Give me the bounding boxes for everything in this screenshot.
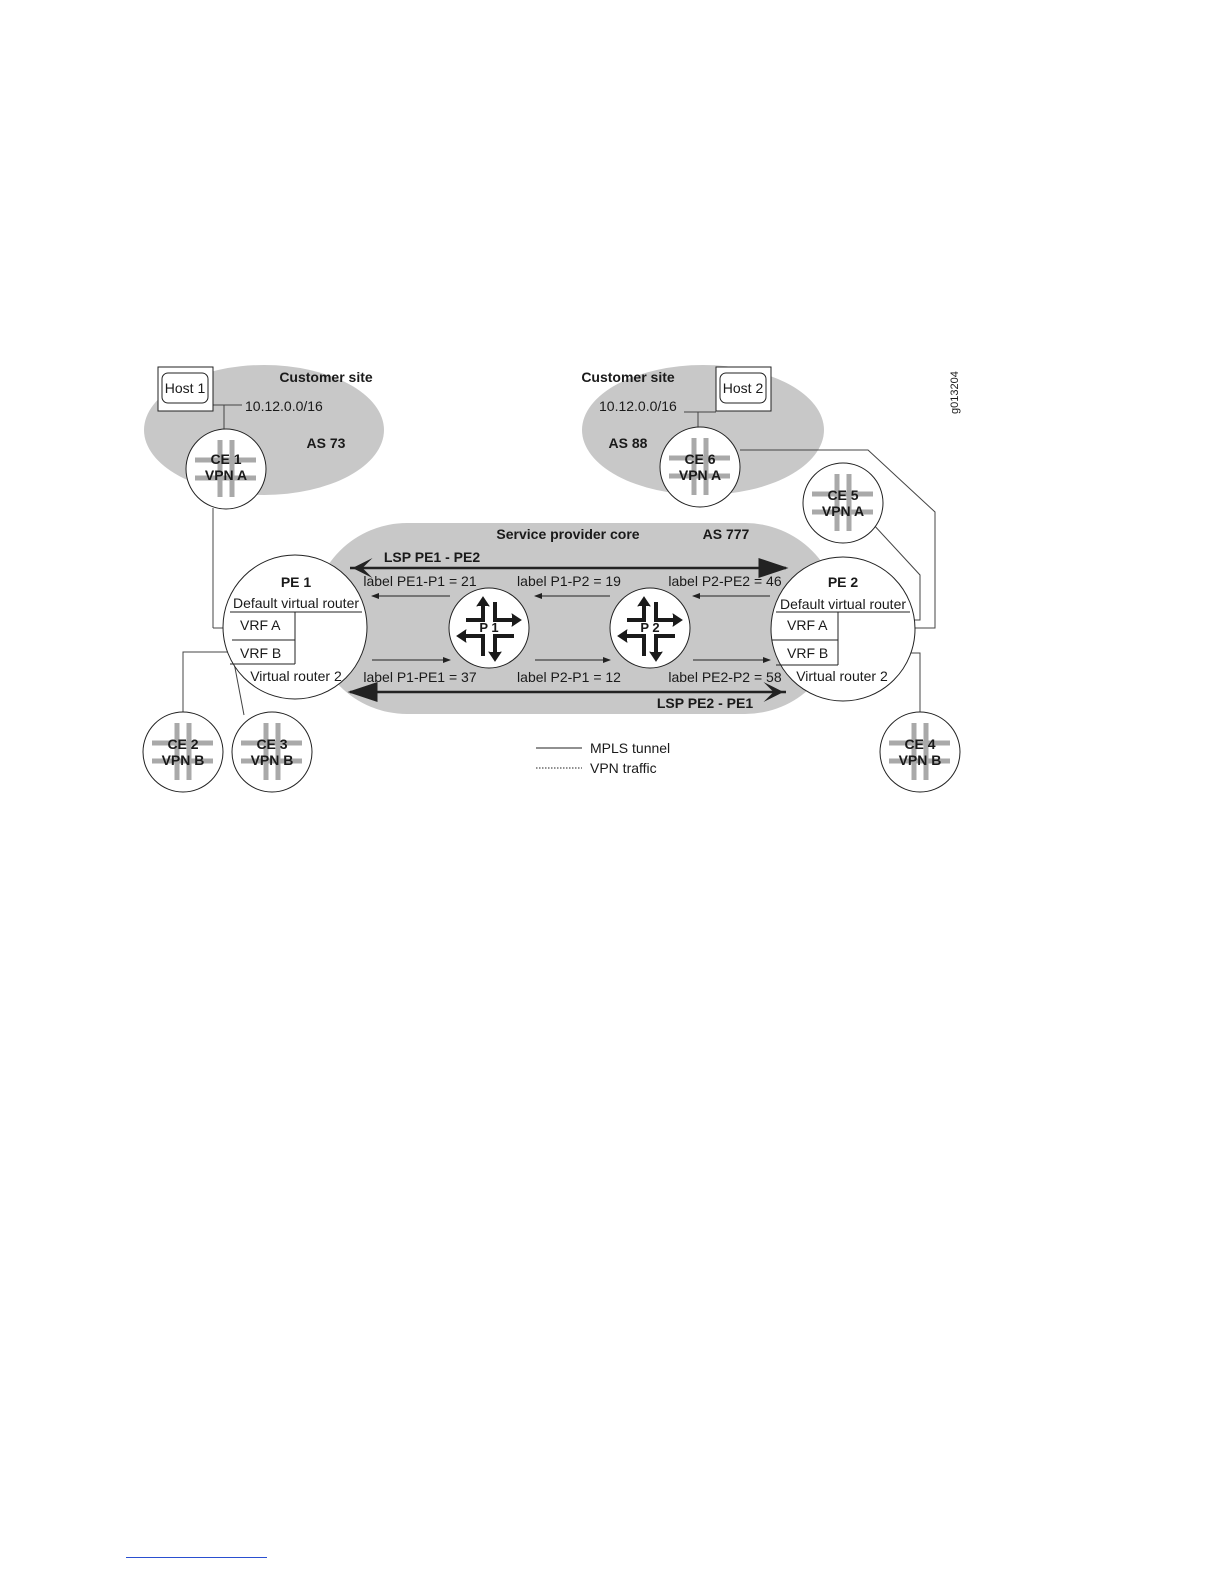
legend-dotted-label: VPN traffic	[590, 760, 657, 776]
ce-5-name: CE 5	[827, 487, 859, 503]
label-bottom-2: label P2-P1 = 12	[517, 669, 621, 685]
ce-2-vpn: VPN B	[161, 752, 205, 768]
pe-1-vrf-a: VRF A	[240, 617, 281, 633]
ce-6-name: CE 6	[684, 451, 716, 467]
label-top-1: label PE1-P1 = 21	[363, 573, 477, 589]
label-bottom-1: label P1-PE1 = 37	[363, 669, 477, 685]
pe-2-vr2: Virtual router 2	[796, 668, 888, 684]
ce-4-vpn: VPN B	[898, 752, 942, 768]
customer-site-left-title: Customer site	[279, 369, 373, 385]
ce-1-name: CE 1	[210, 451, 242, 467]
pe-2-vrf-b: VRF B	[787, 645, 829, 661]
footer-rule	[126, 1557, 267, 1558]
ce-3-vpn: VPN B	[250, 752, 294, 768]
label-bottom-3: label PE2-P2 = 58	[668, 669, 782, 685]
customer-site-left-prefix: 10.12.0.0/16	[245, 398, 323, 414]
core-as: AS 777	[702, 526, 750, 542]
pe-2-vrf-a: VRF A	[787, 617, 828, 633]
legend	[536, 740, 670, 776]
pe-2-default-vr: Default virtual router	[779, 596, 907, 612]
customer-site-right-prefix: 10.12.0.0/16	[599, 398, 677, 414]
p-1-name: P 1	[479, 620, 499, 635]
p-2-name: P 2	[640, 620, 660, 635]
host-1[interactable]	[158, 367, 213, 411]
customer-site-left-as: AS 73	[306, 435, 346, 451]
label-top-2: label P1-P2 = 19	[517, 573, 621, 589]
ce-4-name: CE 4	[904, 736, 936, 752]
ce-2-name: CE 2	[167, 736, 199, 752]
host-1-label: Host 1	[164, 380, 206, 396]
label-top-3: label P2-PE2 = 46	[668, 573, 782, 589]
host-2-label: Host 2	[722, 380, 764, 396]
legend-solid-label: MPLS tunnel	[590, 740, 671, 756]
lsp-reverse-label: LSP PE2 - PE1	[656, 695, 754, 711]
ce-6-vpn: VPN A	[678, 467, 722, 483]
customer-site-right-as: AS 88	[608, 435, 648, 451]
pe-1-default-vr: Default virtual router	[232, 595, 360, 611]
core-title: Service provider core	[496, 526, 640, 542]
customer-site-right-title: Customer site	[581, 369, 675, 385]
ce-1-vpn: VPN A	[204, 467, 248, 483]
ce-3-name: CE 3	[256, 736, 288, 752]
pe-1-name: PE 1	[280, 574, 312, 590]
host-2[interactable]	[716, 367, 771, 411]
pe-1-vrf-b: VRF B	[240, 645, 282, 661]
lsp-forward-label: LSP PE1 - PE2	[383, 549, 481, 565]
figure-id: g013204	[949, 371, 961, 414]
pe-2-name: PE 2	[827, 574, 859, 590]
pe-1-vr2: Virtual router 2	[250, 668, 342, 684]
ce-5-vpn: VPN A	[821, 503, 865, 519]
